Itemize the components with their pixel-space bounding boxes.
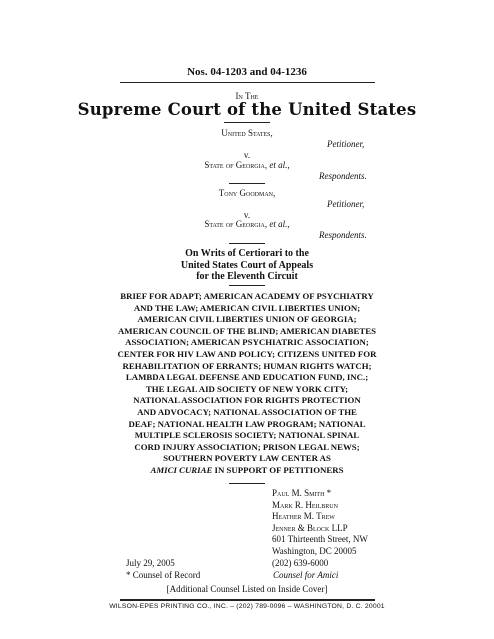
case1-versus: v. (243, 150, 251, 160)
docket-numbers: Nos. 04-1203 and 04-1236 (187, 66, 307, 78)
case2-petitioner-party: Tony Goodman, (218, 188, 276, 198)
brief-line: CORD INJURY ASSOCIATION; PRISON LEGAL NEWS; (134, 441, 360, 452)
case2-respondent-comma: , (287, 219, 290, 229)
counsel-for-amici: Counsel for Amici (273, 570, 339, 580)
counsel-name: Heather M. Trew (272, 511, 335, 522)
writ-line: On Writs of Certiorari to the (185, 248, 309, 259)
brief-line: LAMBDA LEGAL DEFENSE AND EDUCATION FUND, INC.; (125, 372, 369, 383)
counsel-name: Mark R. Heilbrun (272, 499, 338, 510)
counsel-city: Washington, DC 20005 (272, 545, 357, 556)
counsel-phone: (202) 639-6000 (272, 557, 329, 568)
case1-respondent-role: Respondents. (319, 171, 367, 181)
footer-rule (120, 599, 375, 601)
brief-title (0, 291, 494, 477)
counsel-of-record-note: * Counsel of Record (126, 570, 201, 580)
top-rule (120, 82, 375, 83)
case1-respondent-party (0, 160, 494, 170)
brief-line: THE LEGAL AID SOCIETY OF NEW YORK CITY; (145, 383, 349, 394)
case1-petitioner-party: United States, (221, 128, 273, 138)
counsel-firm: Jenner & Block LLP (272, 522, 348, 533)
writ-divider-rule (229, 243, 265, 244)
brief-line-last (0, 465, 494, 477)
case2-petitioner-role: Petitioner, (327, 199, 365, 209)
brief-line: AMERICAN CIVIL LIBERTIES UNION OF GEORGIA; (137, 314, 357, 325)
writ-line: for the Eleventh Circuit (196, 271, 298, 283)
printer-footer: WILSON-EPES PRINTING CO., INC. – (202) 789-0096 – WASHINGTON, D. C. 20001 (109, 603, 385, 610)
filing-date: July 29, 2005 (126, 558, 175, 568)
brief-line: AMERICAN COUNCIL OF THE BLIND; AMERICAN DIABETES (117, 325, 377, 336)
case2-respondent-etal: et al. (269, 219, 288, 229)
brief-line: NATIONAL ASSOCIATION FOR RIGHTS PROTECTION (133, 395, 361, 406)
brief-line: AND THE LAW; AMERICAN CIVIL LIBERTIES UNION; (133, 302, 361, 313)
brief-line: BRIEF FOR ADAPT; AMERICAN ACADEMY OF PSYCHIATRY (120, 291, 374, 301)
case-divider-rule (229, 183, 265, 184)
amici-curiae-label: AMICI CURIAE (150, 464, 213, 475)
writ-block (0, 248, 494, 283)
writ-line: United States Court of Appeals (180, 259, 314, 271)
counsel-divider-rule (229, 483, 265, 484)
brief-line: ASSOCIATION; AMERICAN PSYCHIATRIC ASSOCIATION; (125, 337, 369, 348)
counsel-address: 601 Thirteenth Street, NW (272, 534, 368, 545)
case1-respondent-comma: , (287, 160, 290, 170)
case2-versus: v. (243, 210, 251, 220)
court-name: Supreme Court of the United States (77, 100, 417, 119)
brief-line: REHABILITATION OF ERRANTS; HUMAN RIGHTS WATCH; (122, 360, 372, 371)
case2-respondent-party (0, 219, 494, 229)
additional-counsel-note: [Additional Counsel Listed on Inside Cover] (166, 584, 328, 594)
brief-line: MULTIPLE SCLEROSIS SOCIETY; NATIONAL SPINAL (134, 430, 360, 441)
case1-petitioner-role: Petitioner, (327, 139, 365, 149)
case2-respondent-role: Respondents. (319, 230, 367, 240)
case2-respondent-name: State of Georgia, (204, 219, 270, 229)
brief-line: SOUTHERN POVERTY LAW CENTER AS (163, 453, 331, 464)
brief-last-rest: IN SUPPORT OF PETITIONERS (212, 464, 344, 475)
brief-divider-rule (229, 285, 265, 286)
counsel-block (272, 488, 368, 569)
case1-respondent-name: State of Georgia, (204, 160, 270, 170)
brief-line: AND ADVOCACY; NATIONAL ASSOCIATION OF THE (137, 406, 357, 417)
counsel-name: Paul M. Smith * (272, 488, 332, 498)
brief-line: DEAF; NATIONAL HEALTH LAW PROGRAM; NATIONAL (128, 418, 366, 429)
case1-respondent-etal: et al. (269, 160, 288, 170)
in-the-label: In The (235, 91, 259, 101)
divider-rule (224, 122, 270, 123)
brief-line: CENTER FOR HIV LAW AND POLICY; CITIZENS UNITED FOR (117, 348, 377, 359)
